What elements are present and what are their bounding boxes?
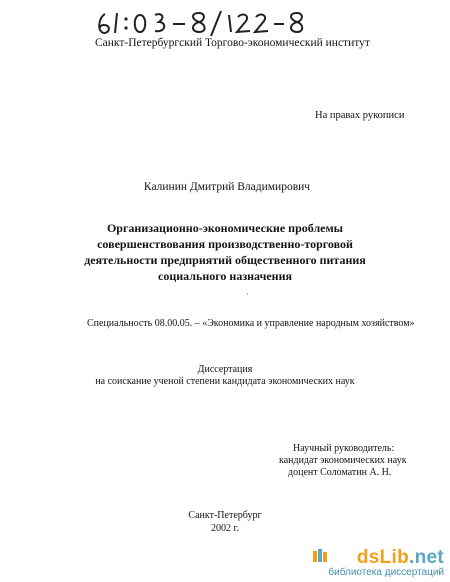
title-line: социального назначения bbox=[158, 269, 292, 283]
dissertation-title bbox=[0, 220, 450, 284]
title-line: Организационно-экономические проблемы bbox=[106, 221, 344, 235]
watermark-logo-part1: dsLib bbox=[356, 547, 410, 568]
supervisor-block bbox=[279, 443, 407, 479]
city-name: Санкт-Петербург bbox=[188, 510, 262, 521]
dissertation-info bbox=[0, 364, 450, 388]
supervisor-name: доцент Соломатин А. Н. bbox=[288, 467, 392, 478]
watermark-logo bbox=[357, 547, 444, 569]
title-line: совершенствования производственно-торговой bbox=[97, 237, 353, 251]
manuscript-note: На правах рукописи bbox=[315, 110, 405, 121]
watermark-logo-part2: .net bbox=[409, 547, 444, 568]
watermark-subtitle: библиотека диссертаций bbox=[328, 567, 444, 578]
supervisor-role: Научный руководитель: bbox=[293, 443, 395, 454]
author-name: Калинин Дмитрий Владимирович bbox=[143, 181, 311, 193]
stray-mark: · bbox=[246, 289, 249, 299]
books-icon bbox=[312, 549, 328, 563]
dissertation-purpose: на соискание ученой степени кандидата экономических наук bbox=[95, 376, 355, 387]
dissertation-label: Диссертация bbox=[197, 364, 253, 375]
handwritten-code-drawing bbox=[95, 8, 305, 38]
institute-name: Санкт-Петербургский Торгово-экономический институт bbox=[95, 37, 370, 49]
handwritten-code bbox=[95, 8, 305, 38]
title-line: деятельности предприятий общественного питания bbox=[84, 253, 366, 267]
supervisor-degree: кандидат экономических наук bbox=[279, 455, 407, 466]
place-and-year bbox=[0, 509, 450, 535]
specialty-line: Специальность 08.00.05. – «Экономика и управление народным хозяйством» bbox=[87, 318, 415, 329]
dslib-watermark bbox=[296, 547, 444, 577]
year: 2002 г. bbox=[211, 523, 239, 534]
